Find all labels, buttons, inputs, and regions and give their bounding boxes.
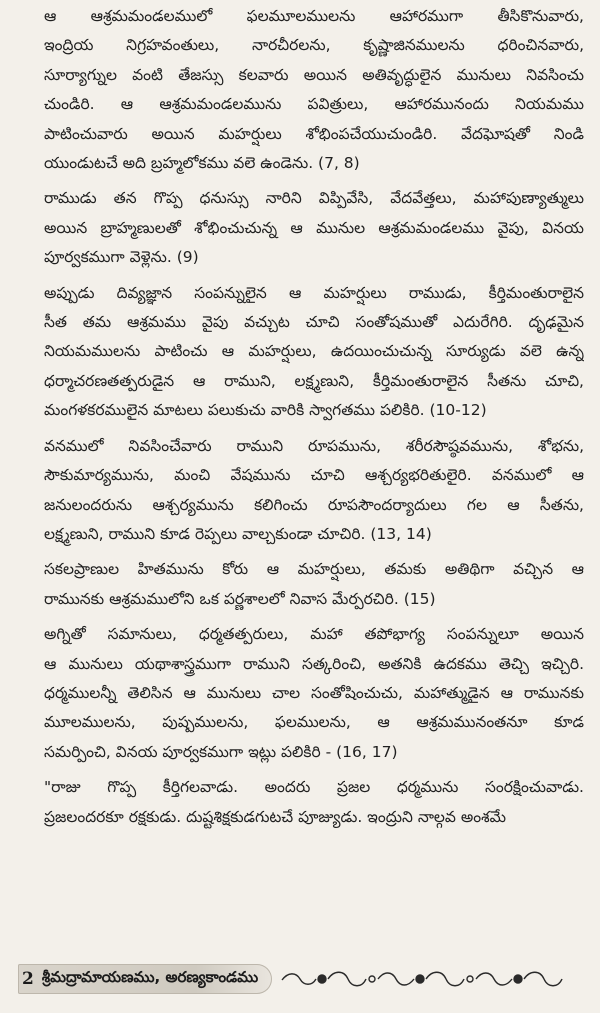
text-line: అగ్నితో సమానులు, ధర్మతత్పరులు, మహా తపోభాగ్య సంపన్నులూ అయిన — [44, 625, 584, 644]
page-number: 2 — [22, 969, 34, 989]
text-line: ఇంద్రియ నిగ్రహవంతులు, నారచీరలను, కృష్ణాజినములను ధరించినవారు, — [44, 36, 584, 55]
floral-ornament-border — [278, 964, 584, 994]
body-text — [16, 2, 584, 952]
text-line: సమర్పించి, వినయ పూర్వకముగా ఇట్లు పలికిరి - (16, 17) — [44, 742, 398, 761]
text-line: ప్రజలందరకూ రక్షకుడు. దుష్టశిక్షకుడగుటచే పూజ్యుడు. ఇంద్రుని నాల్గవ అంశమే — [44, 807, 507, 826]
page-footer — [18, 962, 584, 996]
paragraph — [16, 2, 584, 178]
text-line: జనులందరును ఆశ్చర్యమును కలిగించు రూపసౌందర్యాదులు గల ఆ సీతను, — [44, 495, 584, 514]
text-line: పాటించువారు అయిన మహర్షులు శోభింపచేయుచుండిరి. వేదఘోషతో నిండి — [44, 124, 584, 143]
text-line: ఆ మునులు యథాశాస్త్రముగా రాముని సత్కరించి, అతనికి ఉదకము తెచ్చి ఇచ్చిరి. — [44, 654, 584, 673]
text-line: ధర్మాచరణతత్పరుడైన ఆ రాముని, లక్ష్మణుని, కీర్తిమంతురాలైన సీతను చూచి, — [44, 371, 584, 390]
text-line: యుండుటచే అది బ్రహ్మలోకము వలె ఉండెను. (7, 8) — [44, 154, 360, 173]
text-line: సూర్యాగ్నుల వంటి తేజస్సు కలవారు అయిన అతివృద్ధులైన మునులు నివసించు — [44, 65, 584, 84]
paragraph — [16, 184, 584, 272]
paragraph — [16, 555, 584, 614]
text-line: సౌకుమార్యమును, మంచి వేషమును చూచి ఆశ్చర్యభరితులైరి. వనములో ఆ — [44, 466, 584, 485]
book-title: శ్రీమద్రామాయణము, అరణ్యకాండము — [41, 968, 259, 986]
paragraph — [16, 279, 584, 426]
text-line: మూలములను, పుష్పములను, ఫలములను, ఆ ఆశ్రమమునంతనూ కూడ — [44, 713, 584, 732]
text-line: మంగళకరములైన మాటలు పలుకుచు వారికి స్వాగతము పలికిరి. (10-12) — [44, 401, 487, 420]
footer-title-box — [18, 964, 272, 994]
text-line: చుండిరి. ఆ ఆశ్రమమండలమును పవిత్రులు, ఆహారమునందు నియమము — [44, 95, 584, 114]
text-line: వనములో నివసించేవారు రాముని రూపమును, శరీరసౌష్ఠవమును, శోభను, — [44, 436, 584, 455]
paragraph — [16, 620, 584, 767]
paragraph — [16, 773, 584, 832]
text-line: పూర్వకముగా వెళ్లెను. (9) — [44, 248, 199, 267]
text-line: ధర్మములన్నీ తెలిసిన ఆ మునులు చాల సంతోషించుచు, మహాత్ముడైన ఆ రామునకు — [44, 683, 584, 702]
paragraph — [16, 432, 584, 550]
text-line: నియమములను పాటించు ఆ మహర్షులు, ఉదయించుచున్న సూర్యుడు వలె ఉన్న — [44, 342, 584, 361]
text-line: ఆ ఆశ్రమమండలములో ఫలమూలములను ఆహారముగా తీసికొనువారు, — [44, 7, 584, 25]
text-line: అయిన బ్రాహ్మణులతో శోభించుచున్న ఆ మునుల ఆశ్రమమండలము వైపు, వినయ — [44, 218, 584, 237]
ornament-icon — [278, 964, 578, 994]
text-line: లక్ష్మణుని, రాముని కూడ రెప్పలు వాల్చకుండా చూచిరి. (13, 14) — [44, 524, 432, 543]
text-line: సీత తమ ఆశ్రమము వైపు వచ్చుట చూచి సంతోషముతో ఎదురేగిరి. దృఢమైన — [44, 313, 584, 332]
text-line: సకలప్రాణుల హితమును కోరు ఆ మహర్షులు, తమకు అతిథిగా వచ్చిన ఆ — [44, 560, 584, 579]
text-line: అప్పుడు దివ్యజ్ఞాన సంపన్నులైన ఆ మహర్షులు రాముడు, కీర్తిమంతురాలైన — [44, 283, 584, 302]
text-line: "రాజు గొప్ప కీర్తిగలవాడు. అందరు ప్రజల ధర్మమును సంరక్షించువాడు. — [44, 778, 584, 797]
text-line: రాముడు తన గొప్ప ధనుస్సు నారిని విప్పివేసి, వేదవేత్తలు, మహాపుణ్యాత్ములు — [44, 189, 584, 208]
text-line: రామునకు ఆశ్రమములోని ఒక పర్ణశాలలో నివాస మేర్పరచిరి. (15) — [44, 589, 436, 608]
